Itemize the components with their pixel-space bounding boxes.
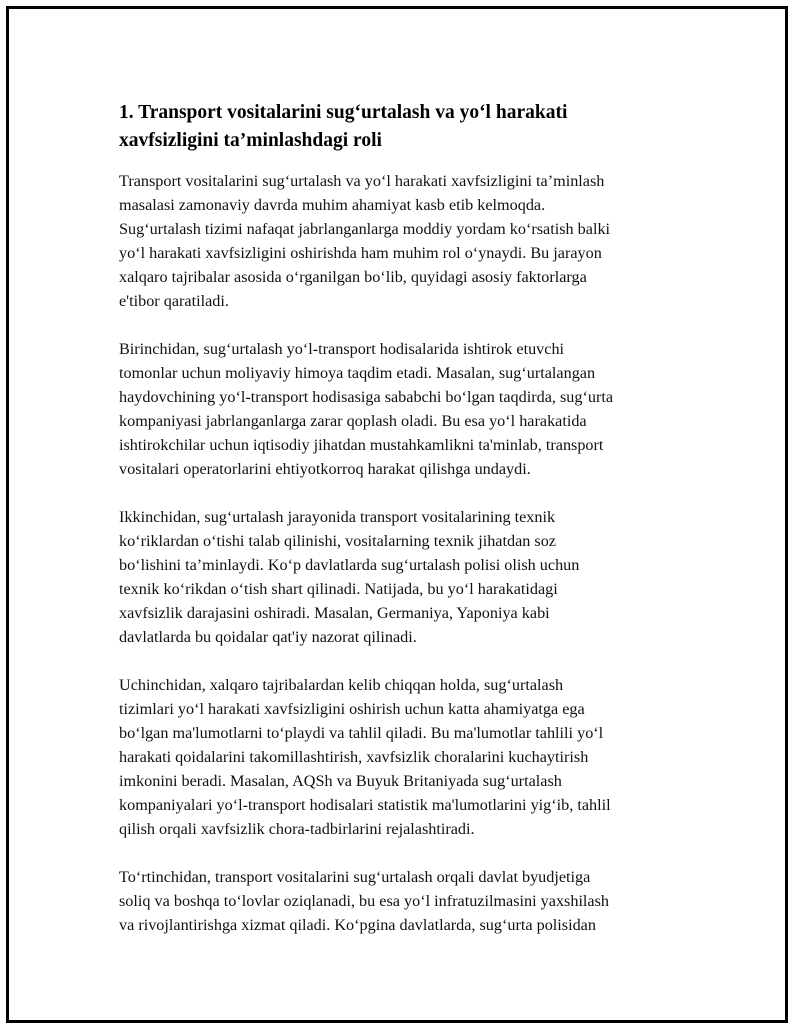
paragraph-third: Uchinchidan, xalqaro tajribalardan kelib chiqqan holda, sug‘urtalash tizimlari yo‘l harakati xavfsizligini oshirish uchun katta ahamiyatga ega bo‘lgan ma'lumotlarni to‘playdi va tahlil qiladi. Bu ma'lumotlar tahlili yo‘l harakati qoidalarini takomillashtirish, xavfsizlik choralarini kuchaytirish imkonini beradi. Masalan, AQSh va Buyuk Britaniyada sug‘urtalash kompaniyalari yo‘l-transport hodisalari statistik ma'lumotlarini yig‘ib, tahlil qilish orqali xavfsizlik chora-tadbirlarini rejalashtiradi. <box>119 676 611 838</box>
paragraph-first: Birinchidan, sug‘urtalash yo‘l-transport hodisalarida ishtirok etuvchi tomonlar uchun moliyaviy himoya taqdim etadi. Masalan, sug‘urtalangan haydovchining yo‘l-transport hodisasiga sababchi bo‘lgan taqdirda, sug‘urta kompaniyasi jabrlanganlarga zarar qoplash oladi. Bu esa yo‘l harakatida ishtirokchilar uchun iqtisodiy jihatdan mustahkamlikni ta'minlab, transport vositalari operatorlarini ehtiyotkorroq harakat qilishga undaydi. <box>119 340 614 478</box>
paragraph-intro: Transport vositalarini sug‘urtalash va yo‘l harakati xavfsizligini ta’minlash masalasi zamonaviy davrda muhim ahamiyat kasb etib kelmoqda. Sug‘urtalash tizimi nafaqat jabrlanganlarga moddiy yordam ko‘rsatish balki yo‘l harakati xavfsizligini oshirishda ham muhim rol o‘ynaydi. Bu jarayon xalqaro tajribalar asosida o‘rganilgan bo‘lib, quyidagi asosiy faktorlarga e'tibor qaratiladi. <box>119 172 611 310</box>
paragraph-fourth: To‘rtinchidan, transport vositalarini sug‘urtalash orqali davlat byudjetiga soliq va boshqa to‘lovlar oziqlanadi, bu esa yo‘l infratuzilmasini yaxshilash va rivojlantirishga xizmat qiladi. Ko‘pgina davlatlarda, sug‘urta polisidan <box>119 868 610 934</box>
section-heading: 1. Transport vositalarini sug‘urtalash va yo‘l harakati xavfsizligini ta’minlashdagi roli <box>119 102 568 151</box>
document-page <box>6 6 788 1023</box>
paragraph-second: Ikkinchidan, sug‘urtalash jarayonida transport vositalarining texnik ko‘riklardan o‘tishi talab qilinishi, vositalarning texnik jihatdan soz bo‘lishini ta’minlaydi. Ko‘p davlatlarda sug‘urtalash polisi olish uchun texnik ko‘rikdan o‘tish shart qilinadi. Natijada, bu yo‘l harakatidagi xavfsizlik darajasini oshiradi. Masalan, Germaniya, Yaponiya kabi davlatlarda bu qoidalar qat'iy nazorat qilinadi. <box>119 508 580 646</box>
document-content <box>119 99 689 961</box>
